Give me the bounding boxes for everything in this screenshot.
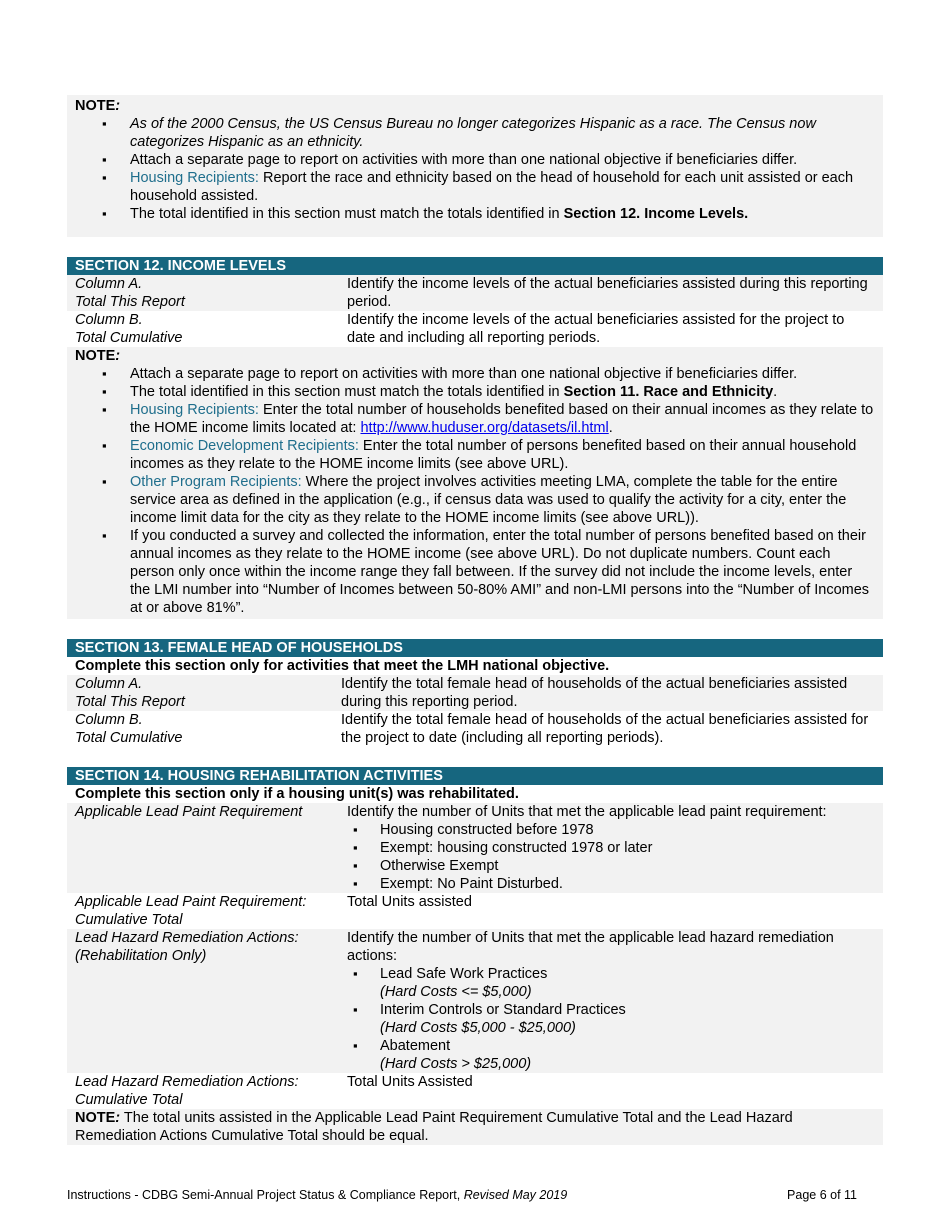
lead-hazard-list <box>347 965 873 1073</box>
lead-paint-list <box>347 821 873 893</box>
note-block-race <box>67 95 883 237</box>
column-label: Column A. <box>75 276 143 292</box>
page-number: Page 6 of 11 <box>787 1188 857 1202</box>
list-item: ▪ Housing Recipients: Report the race and ethnicity based on the head of household for each unit assisted or each household assisted. <box>75 169 875 205</box>
section-12-row-column-b <box>67 311 883 347</box>
list-item: ▪ Housing Recipients: Enter the total number of households benefited based on their annual incomes as they relate to the HOME income limits located at: http://www.huduser.org/datasets/il.html. <box>75 401 875 437</box>
note-title: NOTE: <box>75 348 121 364</box>
column-sublabel: Total Cumulative <box>75 330 183 346</box>
column-label: Column A. <box>75 676 143 692</box>
huduser-link[interactable]: http://www.huduser.org/datasets/il.html <box>360 420 609 436</box>
list-item: ▪ Attach a separate page to report on activities with more than one national objective if beneficiaries differ. <box>75 151 875 169</box>
column-description: Identify the total female head of households of the actual beneficiaries assisted during this reporting period. <box>341 676 848 710</box>
section-12-header: SECTION 12. INCOME LEVELS <box>67 257 883 275</box>
list-item: ▪ Other Program Recipients: Where the project involves activities meeting LMA, complete the table for the entire service area as defined in the application (e.g., if census data was used to qualify the activity for a city, enter the income limit data for the city as they relate to the HOME income limits (see above URL)). <box>75 473 875 527</box>
column-sublabel: Total Cumulative <box>75 730 183 746</box>
list-item: ▪ Abatement (Hard Costs > $25,000) <box>347 1037 873 1073</box>
row-sublabel: Cumulative Total <box>75 912 183 928</box>
list-item: ▪ Attach a separate page to report on activities with more than one national objective if beneficiaries differ. <box>75 365 875 383</box>
section-13-row-column-b <box>67 711 883 747</box>
section-14-row-lead-paint-cumulative <box>67 893 883 929</box>
column-sublabel: Total This Report <box>75 294 185 310</box>
row-label: Lead Hazard Remediation Actions: <box>75 1074 299 1090</box>
list-item: ▪ If you conducted a survey and collected the information, enter the total number of persons benefited based on their annual incomes as they relate to the HOME income (see above URL). Do not duplicate numbers. Count each person only once within the income range they fall between. If the survey did not include the income levels, enter the LMI number into “Number of Incomes between 50-80% AMI” and non-LMI persons into the “Number of Incomes at or above 81%”. <box>75 527 875 617</box>
row-description: Identify the number of Units that met the applicable lead hazard remediation actions: <box>347 930 834 964</box>
note-block-income <box>67 347 883 619</box>
row-label: Lead Hazard Remediation Actions: <box>75 930 299 946</box>
list-item: ▪ The total identified in this section must match the totals identified in Section 12. Income Levels. <box>75 205 875 223</box>
section-13-intro: Complete this section only for activities that meet the LMH national objective. <box>75 658 610 674</box>
section-14-row-lead-hazard <box>67 929 883 1073</box>
list-item: ▪ Exempt: No Paint Disturbed. <box>347 875 873 893</box>
column-description: Identify the income levels of the actual beneficiaries assisted for the project to date and including all reporting periods. <box>347 312 845 346</box>
row-description: Total Units Assisted <box>347 1074 473 1090</box>
note-title: NOTE: <box>75 98 121 114</box>
row-label: Applicable Lead Paint Requirement <box>75 804 303 820</box>
list-item: ▪ Exempt: housing constructed 1978 or later <box>347 839 873 857</box>
row-label: Applicable Lead Paint Requirement: <box>75 894 307 910</box>
section-14-row-lead-paint <box>67 803 883 893</box>
section-13-row-column-a <box>67 675 883 711</box>
list-item: ▪ Lead Safe Work Practices (Hard Costs <= $5,000) <box>347 965 873 1001</box>
section-14-row-lead-hazard-cumulative <box>67 1073 883 1109</box>
section-13-header: SECTION 13. FEMALE HEAD OF HOUSEHOLDS <box>67 639 883 657</box>
column-label: Column B. <box>75 712 143 728</box>
row-sublabel: Cumulative Total <box>75 1092 183 1108</box>
column-sublabel: Total This Report <box>75 694 185 710</box>
section-14-note: NOTE: The total units assisted in the Applicable Lead Paint Requirement Cumulative Total and the Lead Hazard Remediation Actions Cumulative Total should be equal. <box>67 1109 883 1145</box>
column-description: Identify the total female head of households of the actual beneficiaries assisted for the project to date (including all reporting periods). <box>341 712 869 746</box>
note-list <box>75 115 875 223</box>
document-body <box>67 95 883 1145</box>
note-list <box>75 365 875 617</box>
section-14-intro: Complete this section only if a housing unit(s) was rehabilitated. <box>75 786 519 802</box>
list-item: ▪ Interim Controls or Standard Practices (Hard Costs $5,000 - $25,000) <box>347 1001 873 1037</box>
column-description: Identify the income levels of the actual beneficiaries assisted during this reporting period. <box>347 276 868 310</box>
list-item: ▪ Otherwise Exempt <box>347 857 873 875</box>
row-description: Total Units assisted <box>347 894 472 910</box>
list-item: ▪ As of the 2000 Census, the US Census Bureau no longer categorizes Hispanic as a race. The Census now categorizes Hispanic as an ethnicity. <box>75 115 875 151</box>
section-12-row-column-a <box>67 275 883 311</box>
list-item: ▪ Housing constructed before 1978 <box>347 821 873 839</box>
section-14-header: SECTION 14. HOUSING REHABILITATION ACTIVITIES <box>67 767 883 785</box>
list-item: ▪ The total identified in this section must match the totals identified in Section 11. Race and Ethnicity. <box>75 383 875 401</box>
column-label: Column B. <box>75 312 143 328</box>
row-sublabel: (Rehabilitation Only) <box>75 948 207 964</box>
row-description: Identify the number of Units that met the applicable lead paint requirement: <box>347 804 827 820</box>
list-item: ▪ Economic Development Recipients: Enter the total number of persons benefited based on their annual household incomes as they relate to the HOME income limits (see above URL). <box>75 437 875 473</box>
footer-title: Instructions - CDBG Semi-Annual Project Status & Compliance Report, Revised May 2019 <box>67 1188 568 1202</box>
